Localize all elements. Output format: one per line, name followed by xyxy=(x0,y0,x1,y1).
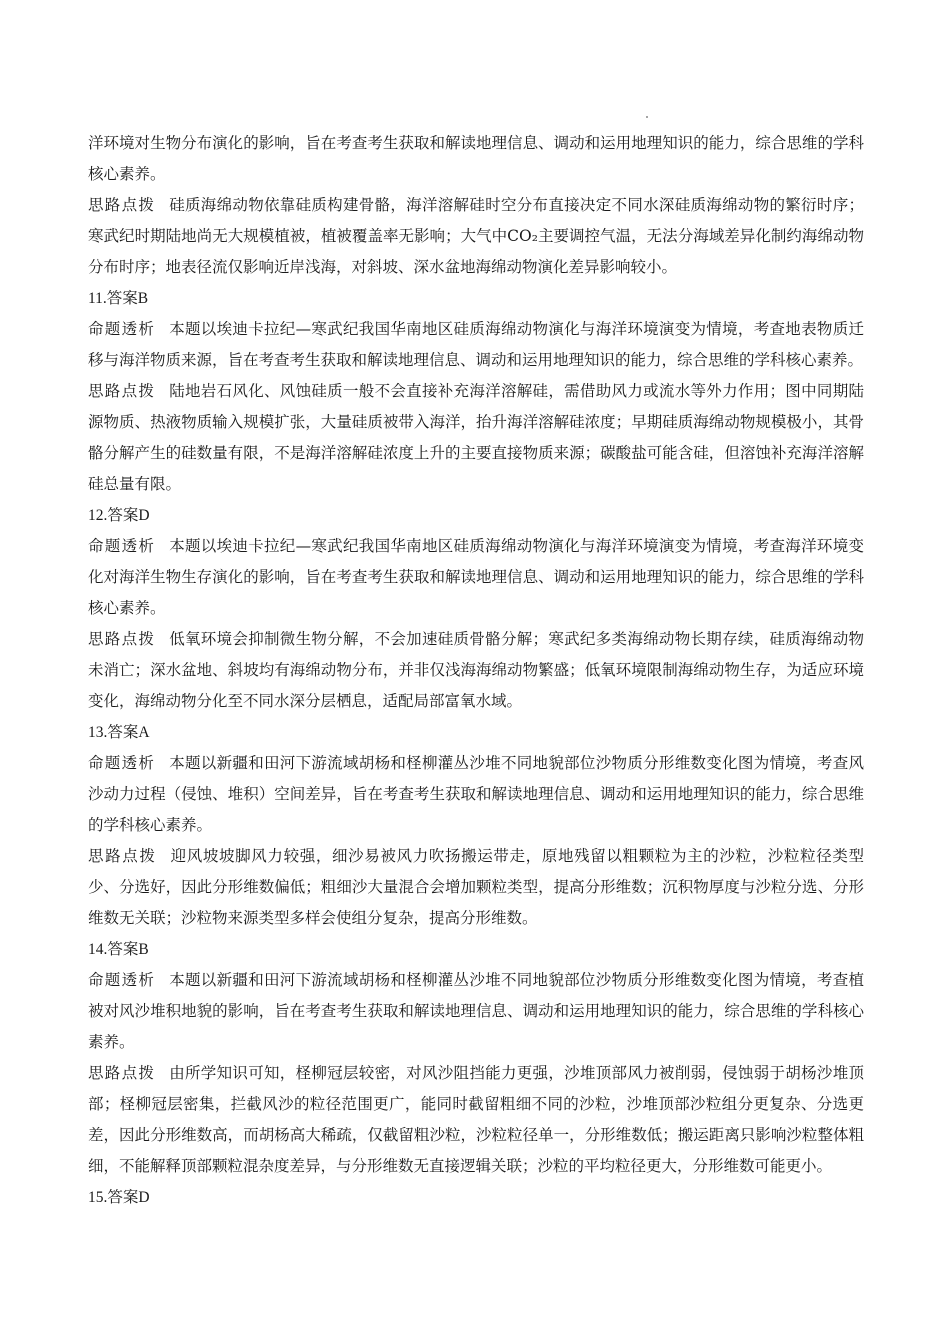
analysis-14 xyxy=(88,1058,864,1182)
answer-heading-14: 14.答案B xyxy=(88,941,149,958)
analysis-tag: 思路点拨 xyxy=(88,382,156,400)
analysis-text: 由所学知识可知，柽柳冠层较密，对风沙阻挡能力更强，沙堆顶部风力被削弱，侵蚀弱于胡杨沙堆顶部；柽柳冠层密集，拦截风沙的粒径范围更广，能同时截留粗细不同的沙粒，沙堆顶部沙粒组分更复杂、分选更差，因此分形维数高，而胡杨高大稀疏，仅截留粗沙粒，沙粒粒径单一，分形维数低；搬运距离只影响沙粒整体粗细，不能解释顶部颗粒混杂度差异，与分形维数无直接逻辑关联；沙粒的平均粒径更大，分形维数可能更小。 xyxy=(88,1064,864,1175)
proposition-continuation-10: 洋环境对生物分布演化的影响，旨在考查考生获取和解读地理信息、调动和运用地理知识的能力，综合思维的学科核心素养。 xyxy=(88,134,864,183)
analysis-12 xyxy=(88,624,864,717)
answer-block-13 xyxy=(88,717,864,934)
scan-speck xyxy=(646,116,648,118)
analysis-tag: 思路点拨 xyxy=(88,847,157,865)
proposition-text: 本题以新疆和田河下游流域胡杨和柽柳灌丛沙堆不同地貌部位沙物质分形维数变化图为情境，考查植被对风沙堆积地貌的影响，旨在考查考生获取和解读地理信息、调动和运用地理知识的能力，综合思维的学科核心素养。 xyxy=(88,971,864,1051)
answer-heading-12: 12.答案D xyxy=(88,507,150,524)
answer-block-11 xyxy=(88,283,864,500)
proposition-tag: 命题透析 xyxy=(88,754,156,772)
analysis-text: 低氧环境会抑制微生物分解，不会加速硅质骨骼分解；寒武纪多类海绵动物长期存续，硅质海绵动物未消亡；深水盆地、斜坡均有海绵动物分布，并非仅浅海海绵动物繁盛；低氧环境限制海绵动物生存，为适应环境变化，海绵动物分化至不同水深分层栖息，适配局部富氧水域。 xyxy=(88,630,864,710)
proposition-tag: 命题透析 xyxy=(88,971,156,989)
answer-page xyxy=(88,128,864,1213)
proposition-13 xyxy=(88,748,864,841)
answer-block-15 xyxy=(88,1182,864,1213)
analysis-tag: 思路点拨 xyxy=(88,196,156,214)
answer-block-10 xyxy=(88,128,864,283)
analysis-text: 陆地岩石风化、风蚀硅质一般不会直接补充海洋溶解硅，需借助风力或流水等外力作用；图中同期陆源物质、热液物质输入规模扩张，大量硅质被带入海洋，抬升海洋溶解硅浓度；早期硅质海绵动物规模极小，其骨骼分解产生的硅数量有限，不是海洋溶解硅浓度上升的主要直接物质来源；碳酸盐可能含硅，但溶蚀补充海洋溶解硅总量有限。 xyxy=(88,382,864,493)
analysis-10 xyxy=(88,190,864,283)
proposition-text: 本题以埃迪卡拉纪—寒武纪我国华南地区硅质海绵动物演化与海洋环境演变为情境，考查海洋环境变化对海洋生物生存演化的影响，旨在考查考生获取和解读地理信息、调动和运用地理知识的能力，综合思维的学科核心素养。 xyxy=(88,537,864,617)
proposition-tag: 命题透析 xyxy=(88,320,156,338)
proposition-tag: 命题透析 xyxy=(88,537,156,555)
answer-heading-15: 15.答案D xyxy=(88,1189,150,1206)
analysis-tag: 思路点拨 xyxy=(88,630,156,648)
analysis-11 xyxy=(88,376,864,500)
analysis-text: 硅质海绵动物依靠硅质构建骨骼，海洋溶解硅时空分布直接决定不同水深硅质海绵动物的繁衍时序；寒武纪时期陆地尚无大规模植被，植被覆盖率无影响；大气中CO₂主要调控气温，无法分海域差异化制约海绵动物分布时序；地表径流仅影响近岸浅海，对斜坡、深水盆地海绵动物演化差异影响较小。 xyxy=(88,196,864,276)
proposition-11 xyxy=(88,314,864,376)
proposition-12 xyxy=(88,531,864,624)
proposition-text: 本题以埃迪卡拉纪—寒武纪我国华南地区硅质海绵动物演化与海洋环境演变为情境，考查地表物质迁移与海洋物质来源，旨在考查考生获取和解读地理信息、调动和运用地理知识的能力，综合思维的学科核心素养。 xyxy=(88,320,864,369)
answer-heading-11: 11.答案B xyxy=(88,290,149,307)
proposition-text: 本题以新疆和田河下游流域胡杨和柽柳灌丛沙堆不同地貌部位沙物质分形维数变化图为情境，考查风沙动力过程（侵蚀、堆积）空间差异，旨在考查考生获取和解读地理信息、调动和运用地理知识的能力，综合思维的学科核心素养。 xyxy=(88,754,864,834)
answer-block-12 xyxy=(88,500,864,717)
analysis-13 xyxy=(88,841,864,934)
analysis-tag: 思路点拨 xyxy=(88,1064,156,1082)
proposition-14 xyxy=(88,965,864,1058)
answer-block-14 xyxy=(88,934,864,1182)
analysis-text: 迎风坡坡脚风力较强，细沙易被风力吹扬搬运带走，原地残留以粗颗粒为主的沙粒，沙粒粒径类型少、分选好，因此分形维数偏低；粗细沙大量混合会增加颗粒类型，提高分形维数；沉积物厚度与沙粒分选、分形维数无关联；沙粒物来源类型多样会使组分复杂，提高分形维数。 xyxy=(88,847,864,927)
answer-heading-13: 13.答案A xyxy=(88,724,150,741)
